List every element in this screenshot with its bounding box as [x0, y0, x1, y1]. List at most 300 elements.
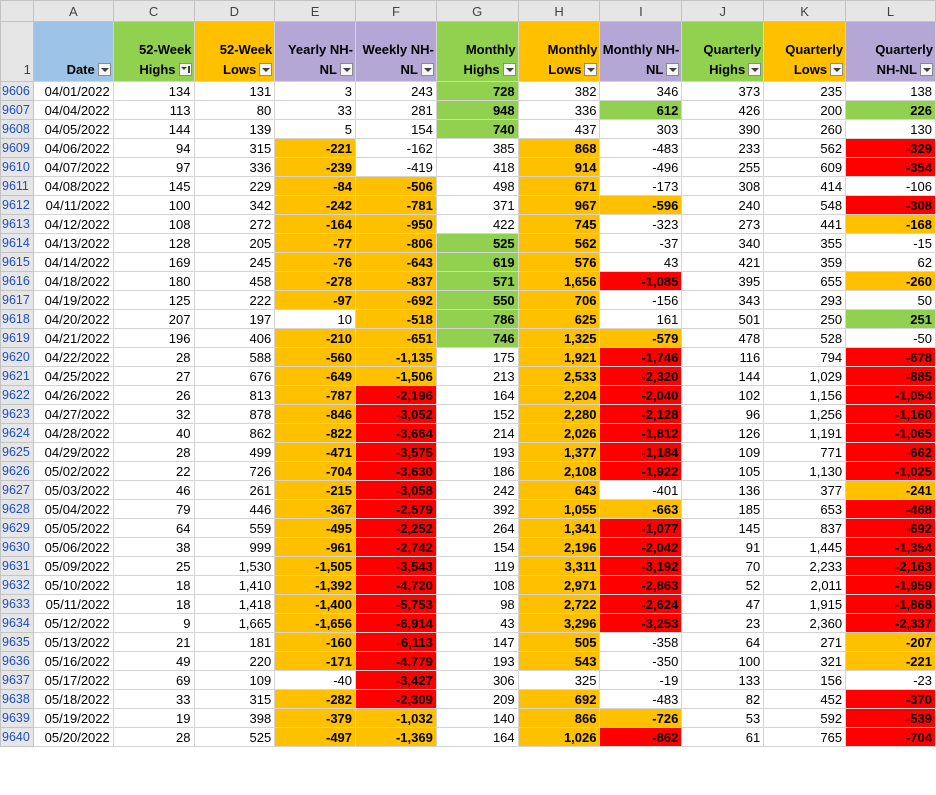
- cell-qh[interactable]: 96: [682, 405, 764, 424]
- date-cell[interactable]: 05/09/2022: [33, 557, 113, 576]
- cell-mnn[interactable]: -358: [600, 633, 682, 652]
- cell-wnn[interactable]: -3,575: [356, 443, 437, 462]
- cell-ynn[interactable]: -97: [275, 291, 356, 310]
- cell-wh[interactable]: 40: [113, 424, 194, 443]
- date-cell[interactable]: 05/11/2022: [33, 595, 113, 614]
- cell-mnn[interactable]: -2,624: [600, 595, 682, 614]
- cell-mh[interactable]: 193: [436, 443, 518, 462]
- select-all-corner[interactable]: [1, 1, 34, 22]
- cell-ynn[interactable]: -495: [275, 519, 356, 538]
- cell-wh[interactable]: 134: [113, 82, 194, 101]
- cell-mnn[interactable]: -401: [600, 481, 682, 500]
- cell-mh[interactable]: 175: [436, 348, 518, 367]
- column-header-k[interactable]: K: [764, 1, 846, 22]
- cell-mh[interactable]: 264: [436, 519, 518, 538]
- cell-qh[interactable]: 501: [682, 310, 764, 329]
- cell-mnn[interactable]: -483: [600, 690, 682, 709]
- cell-mh[interactable]: 108: [436, 576, 518, 595]
- cell-mnn[interactable]: -596: [600, 196, 682, 215]
- row-number[interactable]: 9614: [1, 234, 34, 253]
- cell-wl[interactable]: 220: [194, 652, 275, 671]
- row-number[interactable]: 9609: [1, 139, 34, 158]
- cell-qnn[interactable]: -692: [846, 519, 936, 538]
- column-header-c[interactable]: C: [113, 1, 194, 22]
- cell-mh[interactable]: 786: [436, 310, 518, 329]
- cell-ql[interactable]: 441: [764, 215, 846, 234]
- date-cell[interactable]: 05/06/2022: [33, 538, 113, 557]
- column-header-e[interactable]: E: [275, 1, 356, 22]
- cell-wh[interactable]: 128: [113, 234, 194, 253]
- cell-ml[interactable]: 1,341: [518, 519, 600, 538]
- cell-qh[interactable]: 61: [682, 728, 764, 747]
- cell-ml[interactable]: 868: [518, 139, 600, 158]
- cell-wl[interactable]: 458: [194, 272, 275, 291]
- cell-wh[interactable]: 169: [113, 253, 194, 272]
- row-number[interactable]: 9629: [1, 519, 34, 538]
- cell-qnn[interactable]: 251: [846, 310, 936, 329]
- row-number[interactable]: 9618: [1, 310, 34, 329]
- cell-ynn[interactable]: -1,392: [275, 576, 356, 595]
- cell-qnn[interactable]: 226: [846, 101, 936, 120]
- column-header-h[interactable]: H: [518, 1, 600, 22]
- cell-ynn[interactable]: -497: [275, 728, 356, 747]
- cell-mnn[interactable]: -1,085: [600, 272, 682, 291]
- cell-ml[interactable]: 2,204: [518, 386, 600, 405]
- cell-ql[interactable]: 2,233: [764, 557, 846, 576]
- cell-wl[interactable]: 222: [194, 291, 275, 310]
- cell-ynn[interactable]: -76: [275, 253, 356, 272]
- cell-ml[interactable]: 692: [518, 690, 600, 709]
- cell-mh[interactable]: 948: [436, 101, 518, 120]
- cell-mnn[interactable]: 612: [600, 101, 682, 120]
- row-number[interactable]: 9627: [1, 481, 34, 500]
- cell-wnn[interactable]: -837: [356, 272, 437, 291]
- cell-ynn[interactable]: -171: [275, 652, 356, 671]
- row-number[interactable]: 1: [1, 22, 34, 82]
- cell-ml[interactable]: 914: [518, 158, 600, 177]
- cell-ml[interactable]: 3,311: [518, 557, 600, 576]
- cell-wl[interactable]: 398: [194, 709, 275, 728]
- cell-wnn[interactable]: -3,630: [356, 462, 437, 481]
- cell-qh[interactable]: 426: [682, 101, 764, 120]
- header-cell-qnn[interactable]: [846, 22, 936, 82]
- row-number[interactable]: 9625: [1, 443, 34, 462]
- cell-qh[interactable]: 100: [682, 652, 764, 671]
- cell-wh[interactable]: 144: [113, 120, 194, 139]
- cell-wh[interactable]: 28: [113, 728, 194, 747]
- cell-mh[interactable]: 422: [436, 215, 518, 234]
- cell-mh[interactable]: 619: [436, 253, 518, 272]
- row-number[interactable]: 9631: [1, 557, 34, 576]
- cell-qh[interactable]: 23: [682, 614, 764, 633]
- cell-ml[interactable]: 2,971: [518, 576, 600, 595]
- cell-qnn[interactable]: -468: [846, 500, 936, 519]
- column-header-l[interactable]: L: [846, 1, 936, 22]
- cell-mh[interactable]: 306: [436, 671, 518, 690]
- cell-qnn[interactable]: -1,065: [846, 424, 936, 443]
- cell-ql[interactable]: 1,156: [764, 386, 846, 405]
- cell-ql[interactable]: 359: [764, 253, 846, 272]
- cell-ynn[interactable]: -560: [275, 348, 356, 367]
- cell-ql[interactable]: 655: [764, 272, 846, 291]
- date-cell[interactable]: 04/18/2022: [33, 272, 113, 291]
- cell-mnn[interactable]: -1,922: [600, 462, 682, 481]
- cell-ql[interactable]: 452: [764, 690, 846, 709]
- cell-ml[interactable]: 543: [518, 652, 600, 671]
- filter-dropdown-icon[interactable]: [666, 63, 679, 76]
- cell-ml[interactable]: 643: [518, 481, 600, 500]
- row-number[interactable]: 9610: [1, 158, 34, 177]
- cell-wnn[interactable]: -1,506: [356, 367, 437, 386]
- cell-ml[interactable]: 437: [518, 120, 600, 139]
- cell-ml[interactable]: 336: [518, 101, 600, 120]
- cell-wl[interactable]: 139: [194, 120, 275, 139]
- cell-wh[interactable]: 33: [113, 690, 194, 709]
- cell-mnn[interactable]: -496: [600, 158, 682, 177]
- cell-ql[interactable]: 260: [764, 120, 846, 139]
- cell-ml[interactable]: 866: [518, 709, 600, 728]
- cell-ynn[interactable]: -160: [275, 633, 356, 652]
- cell-mnn[interactable]: -2,320: [600, 367, 682, 386]
- date-cell[interactable]: 04/25/2022: [33, 367, 113, 386]
- cell-ynn[interactable]: -164: [275, 215, 356, 234]
- cell-qnn[interactable]: -662: [846, 443, 936, 462]
- cell-ql[interactable]: 794: [764, 348, 846, 367]
- cell-qnn[interactable]: 50: [846, 291, 936, 310]
- cell-ql[interactable]: 548: [764, 196, 846, 215]
- cell-qh[interactable]: 145: [682, 519, 764, 538]
- cell-wl[interactable]: 80: [194, 101, 275, 120]
- cell-qh[interactable]: 421: [682, 253, 764, 272]
- cell-ynn[interactable]: -1,656: [275, 614, 356, 633]
- date-cell[interactable]: 04/11/2022: [33, 196, 113, 215]
- row-number[interactable]: 9632: [1, 576, 34, 595]
- cell-mnn[interactable]: -37: [600, 234, 682, 253]
- row-number[interactable]: 9624: [1, 424, 34, 443]
- cell-wnn[interactable]: -2,309: [356, 690, 437, 709]
- cell-wh[interactable]: 28: [113, 348, 194, 367]
- cell-wl[interactable]: 1,665: [194, 614, 275, 633]
- cell-wl[interactable]: 862: [194, 424, 275, 443]
- row-number[interactable]: 9619: [1, 329, 34, 348]
- cell-ql[interactable]: 250: [764, 310, 846, 329]
- filter-dropdown-icon[interactable]: [748, 63, 761, 76]
- cell-qh[interactable]: 109: [682, 443, 764, 462]
- cell-wnn[interactable]: -3,664: [356, 424, 437, 443]
- date-cell[interactable]: 04/12/2022: [33, 215, 113, 234]
- header-cell-wl[interactable]: [194, 22, 275, 82]
- cell-ql[interactable]: 653: [764, 500, 846, 519]
- cell-mnn[interactable]: -1,184: [600, 443, 682, 462]
- cell-mnn[interactable]: 346: [600, 82, 682, 101]
- cell-mnn[interactable]: -2,040: [600, 386, 682, 405]
- row-number[interactable]: 9612: [1, 196, 34, 215]
- row-number[interactable]: 9606: [1, 82, 34, 101]
- cell-wl[interactable]: 676: [194, 367, 275, 386]
- header-cell-mh[interactable]: [436, 22, 518, 82]
- cell-wl[interactable]: 109: [194, 671, 275, 690]
- cell-ml[interactable]: 967: [518, 196, 600, 215]
- row-number[interactable]: 9607: [1, 101, 34, 120]
- cell-wnn[interactable]: -651: [356, 329, 437, 348]
- cell-ql[interactable]: 321: [764, 652, 846, 671]
- cell-wh[interactable]: 125: [113, 291, 194, 310]
- cell-wnn[interactable]: -692: [356, 291, 437, 310]
- cell-wnn[interactable]: -162: [356, 139, 437, 158]
- cell-qh[interactable]: 255: [682, 158, 764, 177]
- cell-ql[interactable]: 837: [764, 519, 846, 538]
- cell-ml[interactable]: 2,026: [518, 424, 600, 443]
- cell-mh[interactable]: 152: [436, 405, 518, 424]
- header-cell-wnn[interactable]: [356, 22, 437, 82]
- cell-qnn[interactable]: -539: [846, 709, 936, 728]
- cell-qh[interactable]: 91: [682, 538, 764, 557]
- date-cell[interactable]: 04/01/2022: [33, 82, 113, 101]
- cell-wnn[interactable]: -3,543: [356, 557, 437, 576]
- cell-ql[interactable]: 235: [764, 82, 846, 101]
- cell-qnn[interactable]: -1,959: [846, 576, 936, 595]
- cell-ynn[interactable]: -84: [275, 177, 356, 196]
- column-header-f[interactable]: F: [356, 1, 437, 22]
- cell-wnn[interactable]: -643: [356, 253, 437, 272]
- cell-mnn[interactable]: -862: [600, 728, 682, 747]
- date-cell[interactable]: 05/10/2022: [33, 576, 113, 595]
- row-number[interactable]: 9634: [1, 614, 34, 633]
- date-cell[interactable]: 04/04/2022: [33, 101, 113, 120]
- cell-ynn[interactable]: -961: [275, 538, 356, 557]
- cell-qh[interactable]: 64: [682, 633, 764, 652]
- cell-wl[interactable]: 342: [194, 196, 275, 215]
- cell-ml[interactable]: 671: [518, 177, 600, 196]
- cell-ml[interactable]: 1,377: [518, 443, 600, 462]
- cell-ql[interactable]: 609: [764, 158, 846, 177]
- cell-wnn[interactable]: -4,720: [356, 576, 437, 595]
- cell-wh[interactable]: 18: [113, 595, 194, 614]
- cell-qnn[interactable]: -50: [846, 329, 936, 348]
- cell-ql[interactable]: 293: [764, 291, 846, 310]
- cell-wl[interactable]: 181: [194, 633, 275, 652]
- cell-qnn[interactable]: -23: [846, 671, 936, 690]
- cell-mnn[interactable]: -726: [600, 709, 682, 728]
- cell-qh[interactable]: 390: [682, 120, 764, 139]
- cell-ynn[interactable]: -1,400: [275, 595, 356, 614]
- cell-wh[interactable]: 79: [113, 500, 194, 519]
- cell-ml[interactable]: 3,296: [518, 614, 600, 633]
- row-number[interactable]: 9637: [1, 671, 34, 690]
- cell-wl[interactable]: 245: [194, 253, 275, 272]
- row-number[interactable]: 9615: [1, 253, 34, 272]
- cell-wnn[interactable]: -2,742: [356, 538, 437, 557]
- cell-wl[interactable]: 999: [194, 538, 275, 557]
- column-header-g[interactable]: G: [436, 1, 518, 22]
- cell-ql[interactable]: 1,191: [764, 424, 846, 443]
- row-number[interactable]: 9620: [1, 348, 34, 367]
- cell-wnn[interactable]: -4,779: [356, 652, 437, 671]
- cell-qh[interactable]: 395: [682, 272, 764, 291]
- date-cell[interactable]: 04/07/2022: [33, 158, 113, 177]
- date-cell[interactable]: 04/19/2022: [33, 291, 113, 310]
- cell-wl[interactable]: 406: [194, 329, 275, 348]
- cell-mh[interactable]: 385: [436, 139, 518, 158]
- cell-qh[interactable]: 102: [682, 386, 764, 405]
- cell-wl[interactable]: 813: [194, 386, 275, 405]
- cell-ml[interactable]: 382: [518, 82, 600, 101]
- cell-ynn[interactable]: -215: [275, 481, 356, 500]
- cell-ql[interactable]: 528: [764, 329, 846, 348]
- cell-wh[interactable]: 38: [113, 538, 194, 557]
- cell-wnn[interactable]: -3,427: [356, 671, 437, 690]
- cell-mnn[interactable]: -2,863: [600, 576, 682, 595]
- cell-wnn[interactable]: -781: [356, 196, 437, 215]
- cell-qnn[interactable]: -207: [846, 633, 936, 652]
- cell-wnn[interactable]: 154: [356, 120, 437, 139]
- cell-wnn[interactable]: 243: [356, 82, 437, 101]
- cell-wl[interactable]: 499: [194, 443, 275, 462]
- cell-mh[interactable]: 371: [436, 196, 518, 215]
- cell-ynn[interactable]: -704: [275, 462, 356, 481]
- cell-ql[interactable]: 1,130: [764, 462, 846, 481]
- cell-wh[interactable]: 64: [113, 519, 194, 538]
- row-number[interactable]: 9622: [1, 386, 34, 405]
- cell-wnn[interactable]: -3,058: [356, 481, 437, 500]
- cell-mh[interactable]: 242: [436, 481, 518, 500]
- date-cell[interactable]: 04/29/2022: [33, 443, 113, 462]
- filter-dropdown-icon[interactable]: [421, 63, 434, 76]
- cell-wl[interactable]: 197: [194, 310, 275, 329]
- cell-qh[interactable]: 273: [682, 215, 764, 234]
- cell-wl[interactable]: 588: [194, 348, 275, 367]
- cell-ynn[interactable]: -282: [275, 690, 356, 709]
- cell-mnn[interactable]: -323: [600, 215, 682, 234]
- cell-wh[interactable]: 25: [113, 557, 194, 576]
- cell-wl[interactable]: 878: [194, 405, 275, 424]
- cell-wh[interactable]: 19: [113, 709, 194, 728]
- date-cell[interactable]: 05/02/2022: [33, 462, 113, 481]
- cell-qnn[interactable]: -1,054: [846, 386, 936, 405]
- cell-ql[interactable]: 2,360: [764, 614, 846, 633]
- row-number[interactable]: 9613: [1, 215, 34, 234]
- cell-ml[interactable]: 745: [518, 215, 600, 234]
- cell-mh[interactable]: 43: [436, 614, 518, 633]
- cell-mh[interactable]: 392: [436, 500, 518, 519]
- cell-mnn[interactable]: -3,253: [600, 614, 682, 633]
- cell-ql[interactable]: 355: [764, 234, 846, 253]
- header-cell-wh[interactable]: [113, 22, 194, 82]
- cell-ql[interactable]: 1,915: [764, 595, 846, 614]
- cell-qnn[interactable]: -2,337: [846, 614, 936, 633]
- cell-qnn[interactable]: -1,354: [846, 538, 936, 557]
- cell-ml[interactable]: 2,108: [518, 462, 600, 481]
- cell-wh[interactable]: 32: [113, 405, 194, 424]
- cell-wh[interactable]: 69: [113, 671, 194, 690]
- cell-mnn[interactable]: -1,812: [600, 424, 682, 443]
- cell-qnn[interactable]: -241: [846, 481, 936, 500]
- cell-ynn[interactable]: 33: [275, 101, 356, 120]
- cell-wh[interactable]: 97: [113, 158, 194, 177]
- cell-mh[interactable]: 140: [436, 709, 518, 728]
- cell-wh[interactable]: 180: [113, 272, 194, 291]
- cell-wnn[interactable]: -419: [356, 158, 437, 177]
- cell-qnn[interactable]: -678: [846, 348, 936, 367]
- cell-mnn[interactable]: -2,128: [600, 405, 682, 424]
- cell-mh[interactable]: 550: [436, 291, 518, 310]
- cell-mnn[interactable]: -1,746: [600, 348, 682, 367]
- row-number[interactable]: 9633: [1, 595, 34, 614]
- date-cell[interactable]: 04/06/2022: [33, 139, 113, 158]
- cell-wl[interactable]: 315: [194, 690, 275, 709]
- cell-ynn[interactable]: -221: [275, 139, 356, 158]
- cell-qh[interactable]: 478: [682, 329, 764, 348]
- cell-wl[interactable]: 1,530: [194, 557, 275, 576]
- date-cell[interactable]: 04/05/2022: [33, 120, 113, 139]
- cell-ql[interactable]: 765: [764, 728, 846, 747]
- cell-qh[interactable]: 308: [682, 177, 764, 196]
- row-number[interactable]: 9635: [1, 633, 34, 652]
- cell-wnn[interactable]: -3,052: [356, 405, 437, 424]
- cell-ml[interactable]: 576: [518, 253, 600, 272]
- cell-qnn[interactable]: -168: [846, 215, 936, 234]
- filter-dropdown-icon[interactable]: [259, 63, 272, 76]
- cell-mh[interactable]: 164: [436, 728, 518, 747]
- date-cell[interactable]: 04/08/2022: [33, 177, 113, 196]
- cell-ql[interactable]: 2,011: [764, 576, 846, 595]
- cell-qh[interactable]: 240: [682, 196, 764, 215]
- row-number[interactable]: 9616: [1, 272, 34, 291]
- cell-ql[interactable]: 156: [764, 671, 846, 690]
- cell-ynn[interactable]: 10: [275, 310, 356, 329]
- cell-qh[interactable]: 47: [682, 595, 764, 614]
- filter-dropdown-icon[interactable]: [503, 63, 516, 76]
- cell-qnn[interactable]: -15: [846, 234, 936, 253]
- cell-mh[interactable]: 728: [436, 82, 518, 101]
- cell-ql[interactable]: 1,445: [764, 538, 846, 557]
- cell-mh[interactable]: 193: [436, 652, 518, 671]
- cell-mnn[interactable]: 303: [600, 120, 682, 139]
- cell-wh[interactable]: 28: [113, 443, 194, 462]
- header-cell-date[interactable]: [33, 22, 113, 82]
- cell-wnn[interactable]: 281: [356, 101, 437, 120]
- row-number[interactable]: 9611: [1, 177, 34, 196]
- cell-ynn[interactable]: -1,505: [275, 557, 356, 576]
- cell-mh[interactable]: 525: [436, 234, 518, 253]
- cell-mh[interactable]: 164: [436, 386, 518, 405]
- filter-dropdown-icon[interactable]: [584, 63, 597, 76]
- header-cell-mnn[interactable]: [600, 22, 682, 82]
- cell-ml[interactable]: 1,325: [518, 329, 600, 348]
- cell-wl[interactable]: 726: [194, 462, 275, 481]
- cell-wh[interactable]: 100: [113, 196, 194, 215]
- cell-ql[interactable]: 771: [764, 443, 846, 462]
- date-cell[interactable]: 05/19/2022: [33, 709, 113, 728]
- cell-mh[interactable]: 740: [436, 120, 518, 139]
- date-cell[interactable]: 05/05/2022: [33, 519, 113, 538]
- cell-qh[interactable]: 82: [682, 690, 764, 709]
- date-cell[interactable]: 04/28/2022: [33, 424, 113, 443]
- cell-ynn[interactable]: -242: [275, 196, 356, 215]
- cell-mnn[interactable]: -483: [600, 139, 682, 158]
- cell-qh[interactable]: 126: [682, 424, 764, 443]
- cell-wl[interactable]: 315: [194, 139, 275, 158]
- cell-qnn[interactable]: -1,025: [846, 462, 936, 481]
- cell-mh[interactable]: 186: [436, 462, 518, 481]
- cell-wnn[interactable]: -1,032: [356, 709, 437, 728]
- column-header-a[interactable]: A: [33, 1, 113, 22]
- cell-ql[interactable]: 592: [764, 709, 846, 728]
- cell-wh[interactable]: 21: [113, 633, 194, 652]
- cell-mh[interactable]: 154: [436, 538, 518, 557]
- cell-ql[interactable]: 562: [764, 139, 846, 158]
- filter-dropdown-icon[interactable]: [98, 63, 111, 76]
